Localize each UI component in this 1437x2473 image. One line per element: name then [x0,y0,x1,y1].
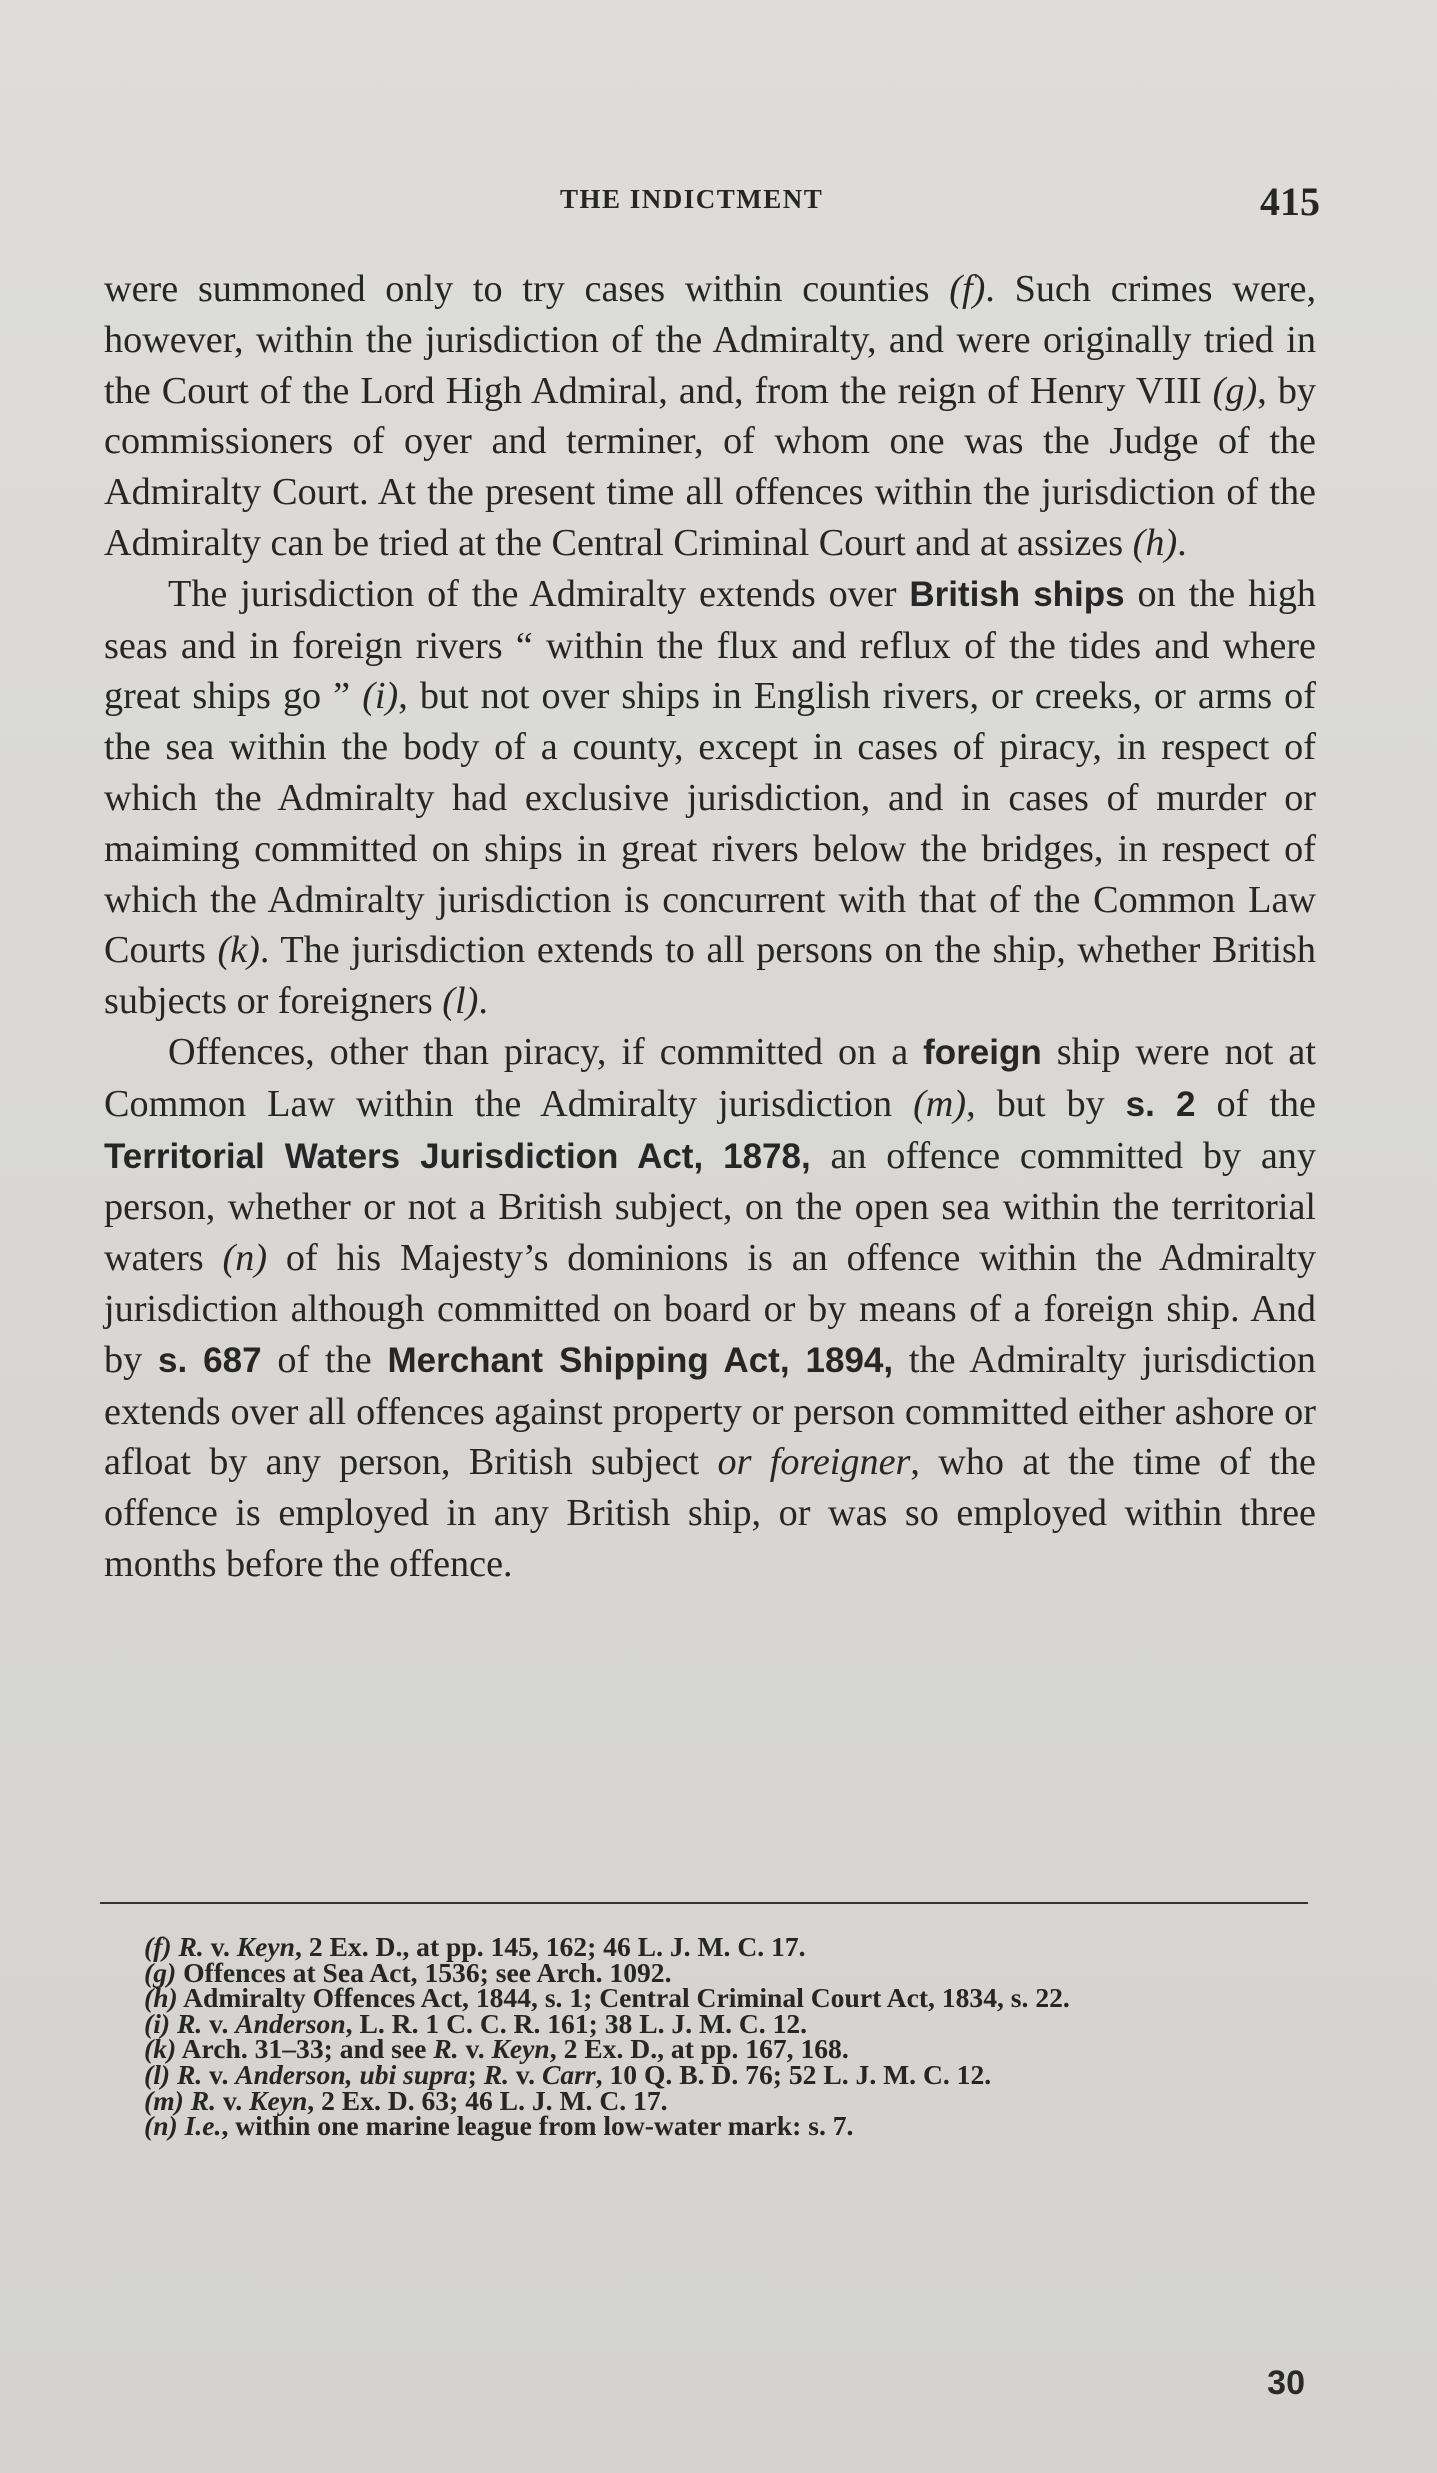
italic-text: Keyn [249,2084,308,2116]
text-run: , but not over ships in English rivers, or creeks, or arms of the sea within the body of a county, except in cases of piracy, in respect of which the Admiralty had exclusive jurisdiction, and in cases of murder or maiming committed on ships in great rivers below the bridges, in respect of which the Admiralty jurisdiction is concurrent with that of the Common Law Courts [104,675,1316,972]
italic-text: (n) [222,1237,268,1280]
italic-text: R. [176,2007,203,2039]
italic-text: R. [433,2033,459,2065]
italic-text: (g) [144,1956,177,1988]
bold-text: Merchant Shipping Act, 1894, [387,1340,894,1380]
running-head: THE INDICTMENT [560,184,824,214]
page-header [100,178,1320,228]
text-run: v. [458,2033,492,2065]
text-run: v. [509,2058,542,2090]
italic-text: (k) [217,929,260,972]
paragraph [104,1027,1316,1590]
text-run: . [1177,521,1187,564]
bold-text: s. 687 [158,1340,262,1380]
bold-text: British ships [909,574,1125,614]
italic-text: R. [176,2058,203,2090]
italic-text: (h) [1132,521,1178,564]
italic-text: or foreigner [717,1441,911,1484]
text-run: . Such crimes were, however, within the jurisdiction of the Admiralty, and were originally tried in the Court of the Lord High Admiral, and, from the reign of Henry VIII [104,268,1317,412]
text-run: of his Majesty’s dominions is an offence within the Admiralty jurisdiction although committed on board or by means of a foreign ship. And by [104,1237,1316,1381]
bold-text: foreign [923,1032,1042,1072]
text-run: , who at the time of the offence is employed in any British ship, or was so employed within three months before the offence. [104,1441,1316,1585]
italic-text: (m) [144,2084,184,2116]
italic-text: (i) [144,2007,171,2039]
text-run [178,2110,185,2141]
text-run: , by commissioners of oyer and terminer, of whom one was the Judge of the Admiralty Court. At the present time all offences within the jurisdiction of the Admiralty can be tried at the Central Criminal Court and at assizes [104,369,1317,564]
text-run: , within one marine league from low-water mark: s. 7. [221,2110,854,2142]
signature-mark: 30 [1267,2364,1305,2402]
italic-text: R. [178,1931,204,1962]
text-run: of the [261,1338,388,1381]
text-run: , but by [966,1082,1126,1125]
italic-text: (l) [442,980,479,1023]
text-run: The jurisdiction of the Admiralty extends over [168,572,910,615]
text-run: Offences, other than piracy, if committed on a [168,1030,924,1073]
footnote [96,2110,1316,2142]
italic-text: Carr [541,2058,596,2090]
text-run: ; [467,2058,484,2090]
italic-text: R. [190,2084,217,2116]
italic-text: (k) [144,2033,177,2065]
text-run: the Admiralty jurisdiction extends over all offences against property or person committed either ashore or afloat by any person, British subject [104,1338,1316,1484]
italic-text: (l) [144,2058,171,2090]
text-run: an offence committed by any person, whether or not a British subject, on the open sea within the territorial waters [104,1134,1316,1280]
italic-text: (f) [144,1931,172,1962]
text-run: . The jurisdiction extends to all persons on the ship, whether British subjects or foreigners [104,929,1316,1023]
italic-text: (n) [144,2110,178,2142]
text-run: , 2 Ex. D., at pp. 145, 162; 46 L. J. M. C. 17. [295,1931,806,1962]
page-number: 415 [1260,179,1320,224]
text-run: v. [216,2084,250,2116]
text-run: were summoned only to try cases within counties [104,268,950,310]
text-run: , 2 Ex. D., at pp. 167, 168. [549,2033,849,2065]
text-run: Offences at Sea Act, 1536; see Arch. 1092. [176,1956,672,1988]
text-run: , 2 Ex. D. 63; 46 L. J. M. C. 17. [307,2084,668,2116]
paragraph [104,569,1316,1027]
bold-text: Territorial Waters Jurisdiction Act, 1878, [104,1136,811,1176]
italic-text: Keyn [491,2033,550,2065]
text-run: on the high seas and in foreign rivers “ within the flux and reflux of the tides and where great ships go ” [104,572,1317,718]
italic-text: (m) [913,1082,967,1125]
text-run: Arch. 31–33; and see [176,2033,434,2065]
text-run: . [478,980,488,1023]
italic-text: (g) [1212,369,1258,412]
text-run: v. [203,1931,237,1962]
italic-text: R. [483,2058,509,2090]
footnotes [96,1931,1316,2142]
paragraph [104,264,1316,569]
italic-text: Anderson, ubi supra [235,2058,468,2090]
italic-text: Keyn [236,1931,296,1962]
italic-text: Anderson [235,2007,346,2039]
body-text [104,264,1316,1590]
text-run: v. [202,2058,236,2090]
text-run: of the [1195,1082,1316,1125]
text-run: , 10 Q. B. D. 76; 52 L. J. M. C. 12. [595,2058,992,2090]
text-run: , L. R. 1 C. C. R. 161; 38 L. J. M. C. 12. [345,2007,808,2039]
italic-text: I.e. [184,2110,222,2142]
text-run: ship were not at Common Law within the Admiralty jurisdiction [104,1030,1316,1125]
italic-text: (i) [362,675,399,718]
bold-text: s. 2 [1125,1084,1196,1124]
footnote-rule [100,1902,1308,1904]
text-run: v. [202,2007,236,2039]
italic-text: (h) [144,1982,178,2014]
text-run: Admiralty Offences Act, 1844, s. 1; Central Criminal Court Act, 1834, s. 22. [177,1982,1070,2014]
italic-text: (f) [949,268,986,310]
